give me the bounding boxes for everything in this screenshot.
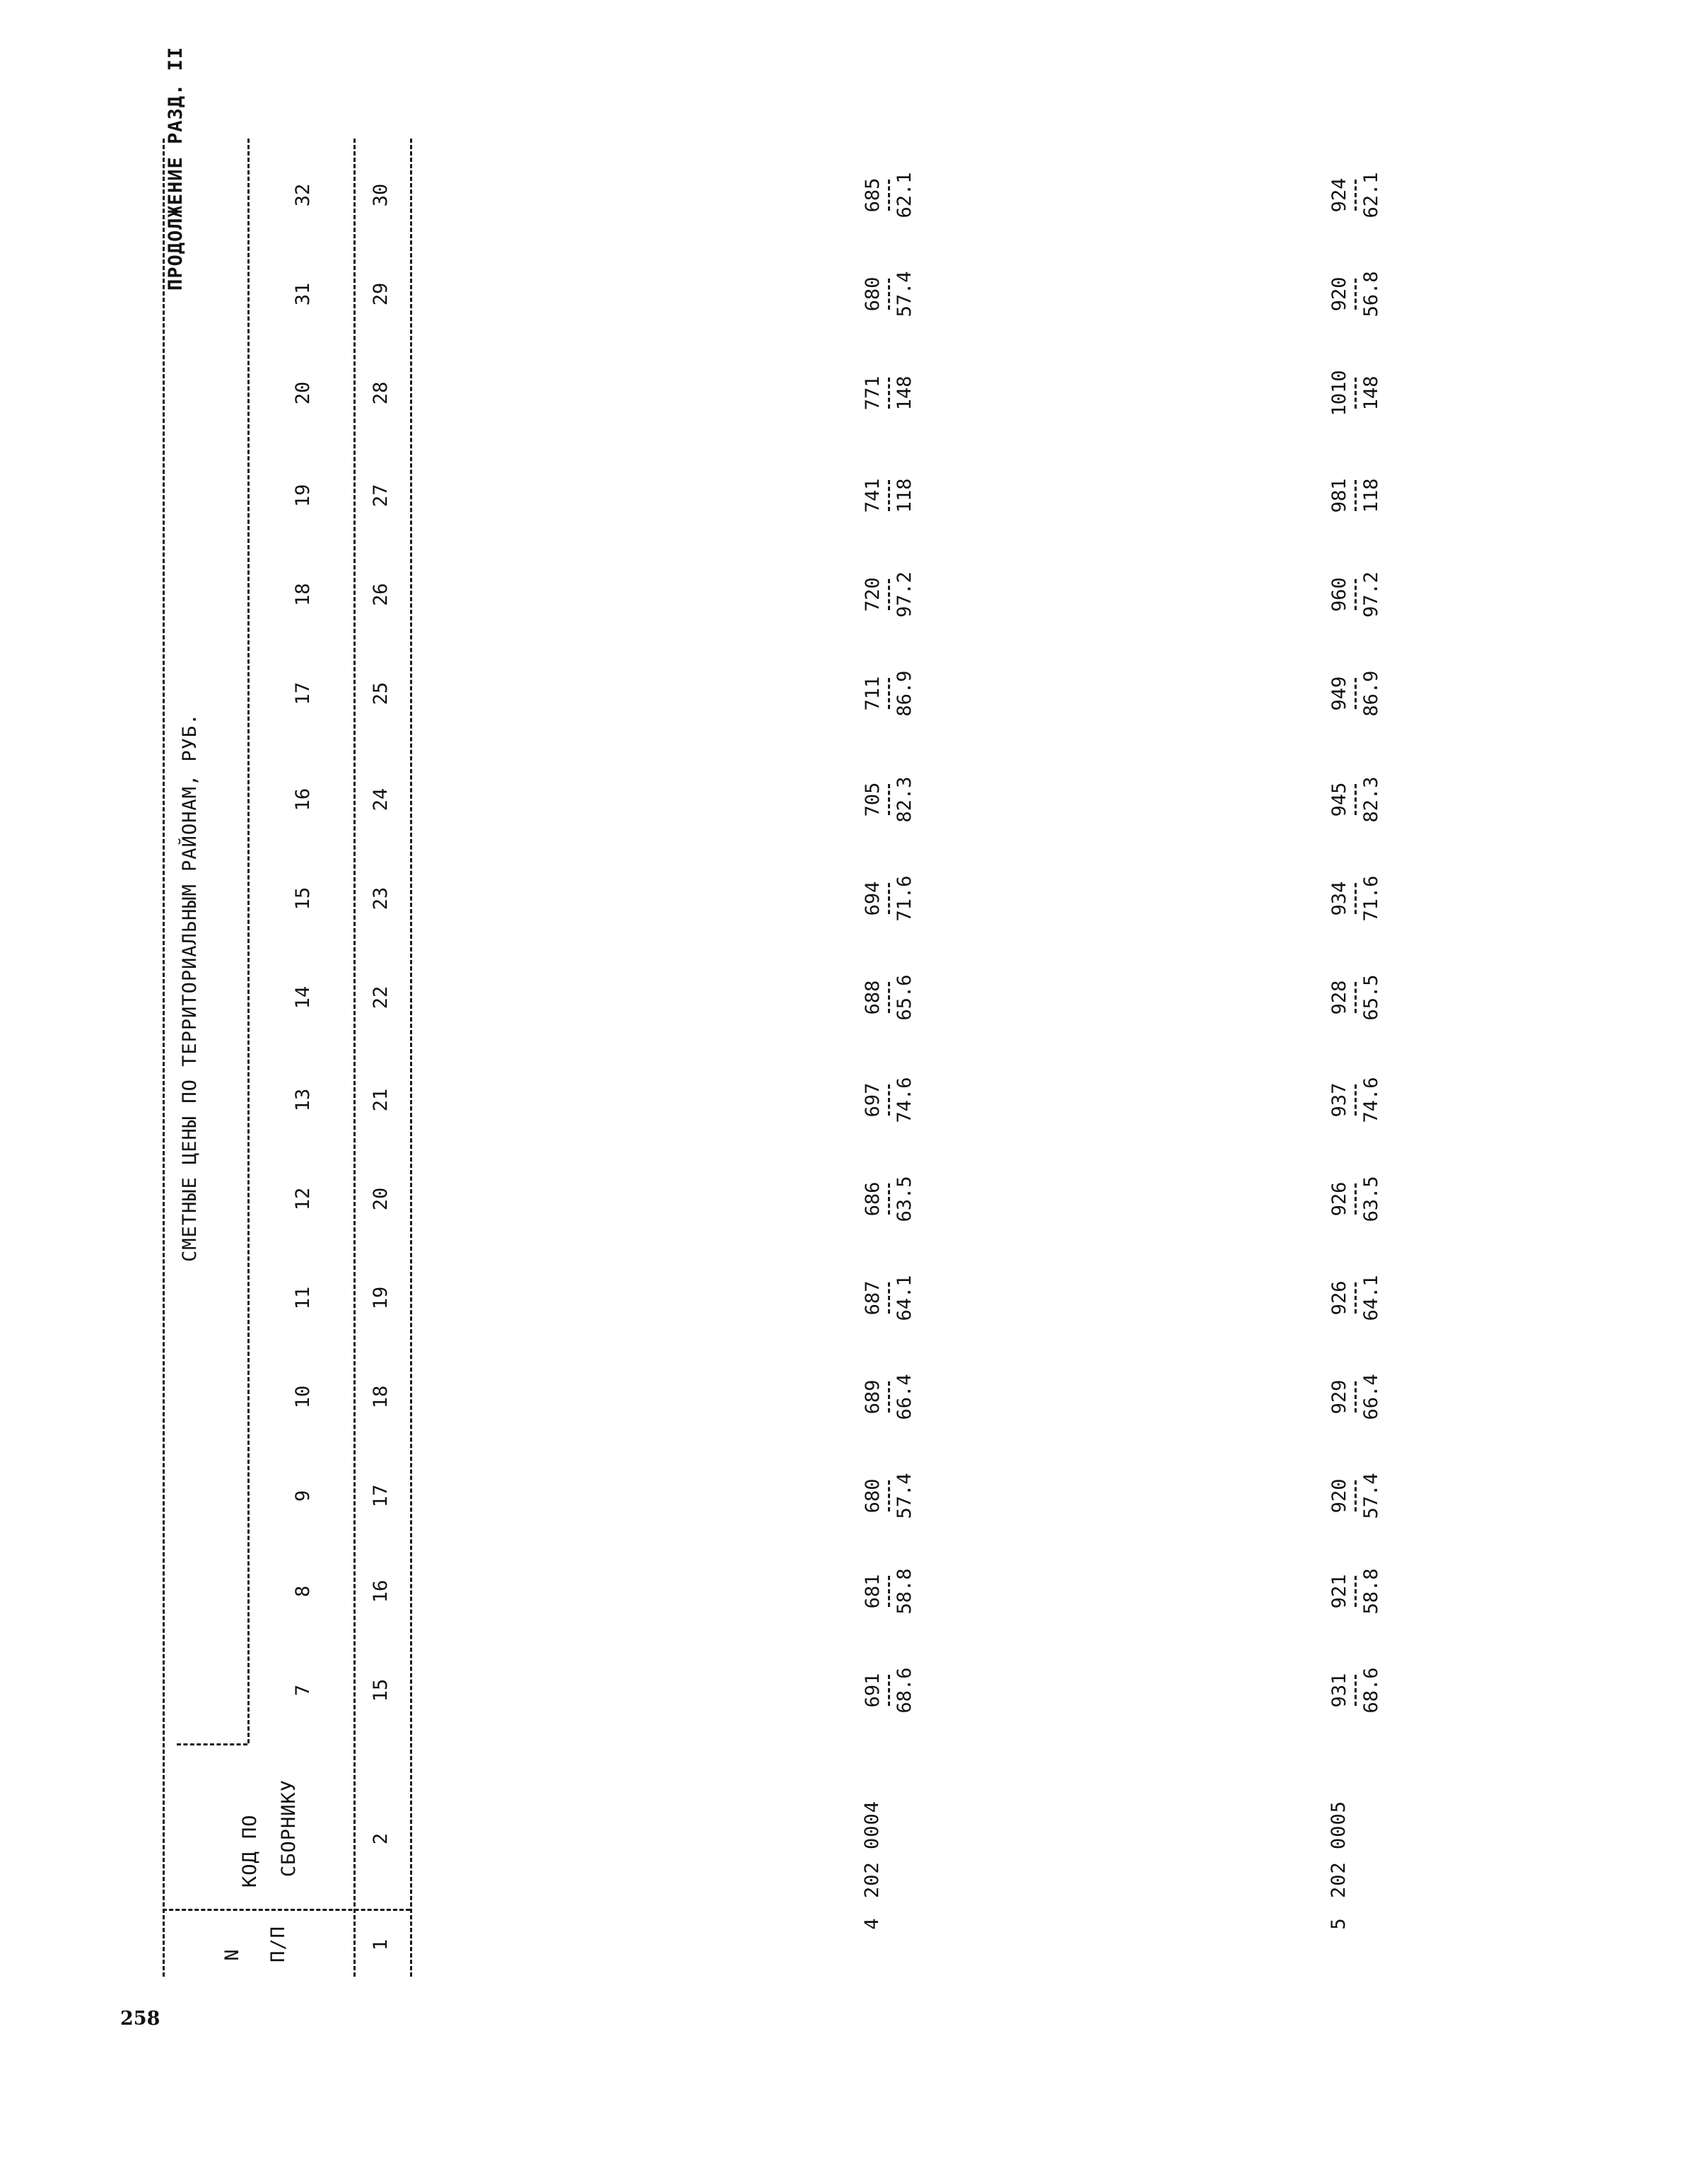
price-component: 63.5 bbox=[1360, 1176, 1382, 1222]
fraction-bar bbox=[888, 1480, 890, 1511]
price-total: 945 bbox=[1328, 782, 1350, 817]
fraction-bar bbox=[888, 1675, 890, 1706]
price-total: 928 bbox=[1328, 980, 1350, 1015]
price-component: 64.1 bbox=[1360, 1275, 1382, 1321]
fraction-bar bbox=[888, 883, 890, 914]
fraction-bar bbox=[1355, 1576, 1357, 1607]
table-rule-group-bottom bbox=[177, 1743, 247, 1745]
price-total: 924 bbox=[1328, 177, 1350, 213]
price-cell bbox=[1329, 1372, 1421, 1422]
price-total: 741 bbox=[862, 478, 884, 513]
region-header: 18 bbox=[292, 583, 314, 607]
column-number: 26 bbox=[370, 583, 392, 607]
column-number: 30 bbox=[370, 183, 392, 207]
region-header: 10 bbox=[292, 1385, 314, 1409]
price-cell bbox=[862, 1567, 954, 1616]
price-component: 74.6 bbox=[894, 1077, 916, 1123]
page-number: 258 bbox=[120, 2008, 160, 2030]
price-component: 63.5 bbox=[894, 1176, 916, 1222]
price-total: 691 bbox=[862, 1673, 884, 1708]
region-header: 16 bbox=[292, 788, 314, 812]
fraction-bar bbox=[1355, 378, 1357, 409]
column-number: 15 bbox=[370, 1678, 392, 1702]
column-number: 27 bbox=[370, 484, 392, 508]
price-cell bbox=[862, 1666, 954, 1715]
price-cell bbox=[862, 1372, 954, 1422]
price-component: 57.4 bbox=[894, 1473, 916, 1519]
fraction-bar bbox=[888, 1084, 890, 1116]
price-component: 82.3 bbox=[1360, 776, 1382, 823]
fraction-bar bbox=[1355, 784, 1357, 815]
price-cell bbox=[1329, 170, 1421, 220]
fraction-bar bbox=[888, 982, 890, 1013]
table-rule-code bbox=[163, 1909, 410, 1911]
price-component: 64.1 bbox=[894, 1275, 916, 1321]
fraction-bar bbox=[1355, 180, 1357, 211]
price-component: 71.6 bbox=[1360, 875, 1382, 922]
price-total: 937 bbox=[1328, 1082, 1350, 1118]
price-total: 681 bbox=[862, 1574, 884, 1609]
price-total: 705 bbox=[862, 782, 884, 817]
column-number: 29 bbox=[370, 282, 392, 306]
fraction-bar bbox=[1355, 1480, 1357, 1511]
price-cell bbox=[862, 973, 954, 1022]
price-component: 97.2 bbox=[1360, 571, 1382, 618]
price-cell bbox=[862, 1075, 954, 1125]
price-total: 688 bbox=[862, 980, 884, 1015]
column-number: 16 bbox=[370, 1579, 392, 1603]
fraction-bar bbox=[1355, 1381, 1357, 1412]
price-total: 949 bbox=[1328, 676, 1350, 711]
column-number: 20 bbox=[370, 1187, 392, 1211]
fraction-bar bbox=[1355, 1183, 1357, 1215]
fraction-bar bbox=[1355, 883, 1357, 914]
region-header: 8 bbox=[292, 1585, 314, 1598]
price-cell bbox=[1329, 1273, 1421, 1323]
column-number: 24 bbox=[370, 788, 392, 812]
price-component: 148 bbox=[1360, 375, 1382, 411]
row-number: 4 bbox=[861, 1917, 883, 1930]
price-component: 57.4 bbox=[894, 271, 916, 317]
row-code: 202 0004 bbox=[861, 1800, 883, 1898]
price-cell bbox=[862, 570, 954, 619]
price-component: 118 bbox=[1360, 478, 1382, 513]
price-total: 685 bbox=[862, 177, 884, 213]
price-cell bbox=[862, 1273, 954, 1323]
column-number: 23 bbox=[370, 887, 392, 911]
price-cell bbox=[1329, 1075, 1421, 1125]
region-header: 14 bbox=[292, 985, 314, 1010]
price-component: 66.4 bbox=[1360, 1374, 1382, 1420]
price-component: 58.8 bbox=[894, 1568, 916, 1615]
price-cell bbox=[1329, 269, 1421, 319]
fraction-bar bbox=[888, 378, 890, 409]
fraction-bar bbox=[888, 1183, 890, 1215]
price-component: 65.6 bbox=[894, 974, 916, 1021]
price-total: 921 bbox=[1328, 1574, 1350, 1609]
price-cell bbox=[862, 368, 954, 418]
price-cell bbox=[1329, 1174, 1421, 1224]
region-header: 15 bbox=[292, 887, 314, 911]
region-header: 13 bbox=[292, 1088, 314, 1112]
table-rule-right bbox=[410, 139, 412, 1977]
fraction-bar bbox=[888, 1282, 890, 1314]
price-total: 929 bbox=[1328, 1379, 1350, 1415]
price-component: 68.6 bbox=[894, 1667, 916, 1714]
price-cell bbox=[1329, 1471, 1421, 1521]
fraction-bar bbox=[1355, 579, 1357, 610]
fraction-bar bbox=[1355, 982, 1357, 1013]
price-component: 62.1 bbox=[1360, 172, 1382, 218]
price-component: 65.5 bbox=[1360, 974, 1382, 1021]
header-code-line1: КОД ПО bbox=[239, 1814, 261, 1888]
price-cell bbox=[1329, 874, 1421, 923]
price-total: 931 bbox=[1328, 1673, 1350, 1708]
fraction-bar bbox=[888, 480, 890, 511]
column-number: 22 bbox=[370, 985, 392, 1010]
price-cell bbox=[1329, 669, 1421, 718]
price-total: 694 bbox=[862, 881, 884, 916]
price-total: 926 bbox=[1328, 1181, 1350, 1217]
header-group-title: СМЕТНЫЕ ЦЕНЫ ПО ТЕРРИТОРИАЛЬНЫМ РАЙОНАМ, РУБ. bbox=[179, 713, 201, 1262]
price-total: 1010 bbox=[1328, 370, 1350, 416]
price-cell bbox=[862, 1471, 954, 1521]
table-rule-left bbox=[163, 139, 165, 1977]
region-header: 11 bbox=[292, 1286, 314, 1310]
price-total: 720 bbox=[862, 577, 884, 612]
page-header: ПРОДОЛЖЕНИЕ РАЗД. II bbox=[165, 46, 187, 291]
price-total: 771 bbox=[862, 375, 884, 411]
fraction-bar bbox=[888, 784, 890, 815]
price-cell bbox=[1329, 973, 1421, 1022]
fraction-bar bbox=[888, 1381, 890, 1412]
price-total: 981 bbox=[1328, 478, 1350, 513]
price-component: 68.6 bbox=[1360, 1667, 1382, 1714]
price-cell bbox=[1329, 775, 1421, 824]
row-number: 5 bbox=[1328, 1917, 1350, 1930]
fraction-bar bbox=[888, 279, 890, 310]
price-total: 697 bbox=[862, 1082, 884, 1118]
price-total: 960 bbox=[1328, 577, 1350, 612]
price-cell bbox=[862, 669, 954, 718]
fraction-bar bbox=[1355, 480, 1357, 511]
fraction-bar bbox=[888, 1576, 890, 1607]
header-code-line2: СБОРНИКУ bbox=[278, 1779, 300, 1877]
price-component: 148 bbox=[894, 375, 916, 411]
price-total: 920 bbox=[1328, 276, 1350, 312]
fraction-bar bbox=[888, 180, 890, 211]
price-component: 56.8 bbox=[1360, 271, 1382, 317]
price-component: 74.6 bbox=[1360, 1077, 1382, 1123]
price-component: 86.9 bbox=[1360, 670, 1382, 717]
price-component: 62.1 bbox=[894, 172, 916, 218]
price-total: 680 bbox=[862, 276, 884, 312]
region-header: 20 bbox=[292, 381, 314, 405]
price-cell bbox=[1329, 570, 1421, 619]
price-component: 58.8 bbox=[1360, 1568, 1382, 1615]
fraction-bar bbox=[888, 579, 890, 610]
price-total: 680 bbox=[862, 1478, 884, 1514]
column-number: 25 bbox=[370, 682, 392, 706]
region-header: 31 bbox=[292, 282, 314, 306]
price-component: 66.4 bbox=[894, 1374, 916, 1420]
table-rule-group bbox=[247, 139, 250, 1743]
column-number: 17 bbox=[370, 1484, 392, 1508]
price-cell bbox=[862, 874, 954, 923]
column-number: 2 bbox=[370, 1832, 392, 1845]
region-header: 9 bbox=[292, 1490, 314, 1502]
column-number: 21 bbox=[370, 1088, 392, 1112]
table-rule-header-right bbox=[353, 139, 356, 1977]
fraction-bar bbox=[1355, 279, 1357, 310]
price-component: 71.6 bbox=[894, 875, 916, 922]
column-number: 18 bbox=[370, 1385, 392, 1409]
price-cell bbox=[862, 775, 954, 824]
column-number: 19 bbox=[370, 1286, 392, 1310]
region-header: 12 bbox=[292, 1187, 314, 1211]
row-code: 202 0005 bbox=[1328, 1800, 1350, 1898]
price-cell bbox=[862, 471, 954, 520]
price-total: 689 bbox=[862, 1379, 884, 1415]
header-np-line1: N bbox=[221, 1948, 243, 1961]
header-np-line2: П/П bbox=[267, 1926, 289, 1963]
price-cell bbox=[862, 170, 954, 220]
price-component: 82.3 bbox=[894, 776, 916, 823]
price-cell bbox=[862, 1174, 954, 1224]
price-component: 97.2 bbox=[894, 571, 916, 618]
price-cell bbox=[1329, 1567, 1421, 1616]
price-total: 920 bbox=[1328, 1478, 1350, 1514]
price-cell bbox=[1329, 1666, 1421, 1715]
price-cell bbox=[1329, 471, 1421, 520]
fraction-bar bbox=[1355, 1084, 1357, 1116]
price-component: 86.9 bbox=[894, 670, 916, 717]
column-number: 28 bbox=[370, 381, 392, 405]
price-component: 118 bbox=[894, 478, 916, 513]
price-total: 686 bbox=[862, 1181, 884, 1217]
price-cell bbox=[1329, 368, 1421, 418]
region-header: 7 bbox=[292, 1684, 314, 1697]
fraction-bar bbox=[1355, 1282, 1357, 1314]
price-cell bbox=[862, 269, 954, 319]
region-header: 32 bbox=[292, 183, 314, 207]
region-header: 19 bbox=[292, 484, 314, 508]
price-component: 57.4 bbox=[1360, 1473, 1382, 1519]
fraction-bar bbox=[1355, 678, 1357, 709]
price-total: 926 bbox=[1328, 1280, 1350, 1316]
price-total: 711 bbox=[862, 676, 884, 711]
fraction-bar bbox=[1355, 1675, 1357, 1706]
price-total: 934 bbox=[1328, 881, 1350, 916]
region-header: 17 bbox=[292, 682, 314, 706]
price-total: 687 bbox=[862, 1280, 884, 1316]
fraction-bar bbox=[888, 678, 890, 709]
column-number: 1 bbox=[370, 1938, 392, 1951]
